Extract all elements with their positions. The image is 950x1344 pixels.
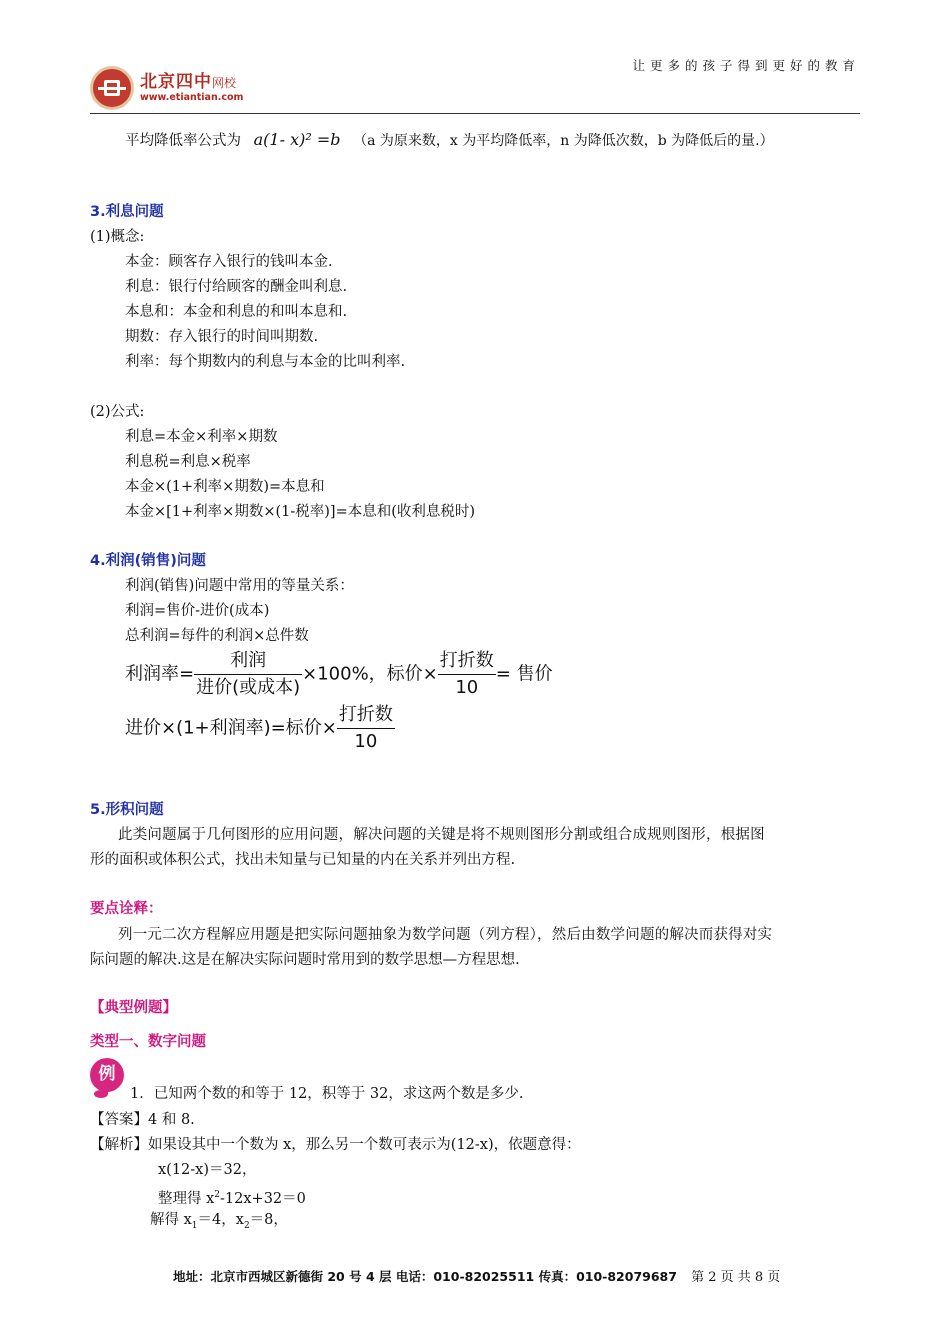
concept-rate: 利率：每个期数内的利息与本金的比叫利率. bbox=[125, 354, 406, 370]
section-4-title: 4.利润(销售)问题 bbox=[90, 553, 206, 569]
formula-total-after-tax: 本金×[1+利率×期数×(1-税率)]=本息和(收利息税时) bbox=[125, 504, 476, 520]
logo-name: 北京四中网校 bbox=[140, 72, 237, 92]
keypoint-text-line-1: 列一元二次方程解应用题是把实际问题抽象为数学问题（列方程），然后由数学问题的解决而获得对实 bbox=[118, 927, 773, 943]
analysis-line bbox=[90, 1135, 581, 1155]
page-number: 第 2 页 共 8 页 bbox=[691, 1270, 781, 1285]
footer-address: 地址：北京市西城区新德街 20 号 4 层 电话：010-82025511 传真：010-82079687 bbox=[173, 1269, 677, 1284]
profit-rate-equation bbox=[125, 648, 553, 701]
discount-equation bbox=[125, 702, 395, 755]
concept-heading: (1)概念: bbox=[90, 229, 145, 245]
keypoint-text-line-2: 际问题的解决.这是在解决实际问题时常用到的数学思想—方程思想. bbox=[90, 952, 520, 968]
header-slogan: 让更多的孩子得到更好的教育 bbox=[632, 58, 860, 73]
eq1-lhs: 利润率= bbox=[125, 663, 195, 685]
section-5-title: 5.形积问题 bbox=[90, 802, 164, 818]
answer-line bbox=[90, 1110, 195, 1130]
type-1-heading: 类型一、数字问题 bbox=[90, 1034, 206, 1050]
section-5-text-line-1: 此类问题属于几何图形的应用问题，解决问题的关键是将不规则图形分割或组合成规则图形，根据图 bbox=[118, 827, 765, 843]
answer-text: 4 和 8. bbox=[148, 1112, 195, 1128]
example-1-question: 1．已知两个数的和等于 12，积等于 32，求这两个数是多少. bbox=[130, 1086, 524, 1102]
solution-step-1: x(12-x)＝32， bbox=[158, 1162, 257, 1178]
solution-step-3: 解得 $x_1=4$，$x_2=8$， bbox=[150, 1212, 288, 1231]
rate-formula-line bbox=[125, 130, 774, 151]
example-badge-icon: 例 bbox=[90, 1058, 124, 1092]
profit-relations: 利润(销售)问题中常用的等量关系： bbox=[125, 578, 354, 594]
concept-principal: 本金：顾客存入银行的钱叫本金. bbox=[125, 254, 333, 270]
keypoint-title: 要点诠释： bbox=[90, 901, 163, 917]
formula-tax: 利息税=利息×税率 bbox=[125, 454, 251, 470]
solution-step-2: 整理得 $x^2-12x+32=0$ bbox=[158, 1190, 306, 1207]
eq1-rhs: = 售价 bbox=[495, 663, 553, 685]
analysis-label: 【解析】 bbox=[90, 1137, 148, 1153]
eq1-numerator: 利润 bbox=[194, 648, 302, 675]
analysis-text: 如果设其中一个数为 x，那么另一个数可表示为(12-x)，依题意得： bbox=[148, 1137, 581, 1153]
eq1-mid: ×100%，标价× bbox=[302, 663, 438, 685]
eq2-lhs: 进价×(1+利润率)=标价× bbox=[125, 717, 337, 739]
logo-url: www.etiantian.com bbox=[140, 92, 244, 103]
section-5-text-line-2: 形的面积或体积公式，找出未知量与已知量的内在关系并列出方程. bbox=[90, 852, 516, 868]
examples-heading: 【典型例题】 bbox=[90, 1000, 177, 1016]
formula-total: 本金×(1+利率×期数)=本息和 bbox=[125, 479, 325, 495]
concept-periods: 期数：存入银行的时间叫期数. bbox=[125, 329, 319, 345]
concept-total: 本息和：本金和利息的和叫本息和. bbox=[125, 304, 348, 320]
eq2-numerator: 打折数 bbox=[337, 702, 395, 729]
answer-label: 【答案】 bbox=[90, 1112, 148, 1128]
profit-formula: 利润=售价-进价(成本) bbox=[125, 603, 270, 619]
section-3-title: 3.利息问题 bbox=[90, 204, 164, 220]
rate-formula: a(1- x)² =b bbox=[253, 130, 341, 149]
rate-formula-prefix: 平均降低率公式为 bbox=[125, 133, 241, 149]
school-logo bbox=[90, 66, 260, 112]
page-header bbox=[90, 52, 860, 114]
eq2-denominator: 10 bbox=[354, 731, 378, 752]
page-footer bbox=[173, 1268, 780, 1287]
rate-formula-note: （a 为原来数，x 为平均降低率，n 为降低次数，b 为降低后的量.） bbox=[353, 133, 774, 149]
formula-interest: 利息=本金×利率×期数 bbox=[125, 429, 278, 445]
eq1-numerator-2: 打折数 bbox=[438, 648, 496, 675]
total-profit-formula: 总利润=每件的利润×总件数 bbox=[125, 628, 309, 644]
formula-heading: (2)公式: bbox=[90, 404, 145, 420]
eq1-denominator-2: 10 bbox=[455, 677, 479, 698]
eq1-denominator: 进价(或成本) bbox=[196, 677, 301, 698]
logo-suffix: 网校 bbox=[212, 76, 237, 90]
logo-emblem-icon bbox=[90, 66, 134, 110]
concept-interest: 利息：银行付给顾客的酬金叫利息. bbox=[125, 279, 348, 295]
